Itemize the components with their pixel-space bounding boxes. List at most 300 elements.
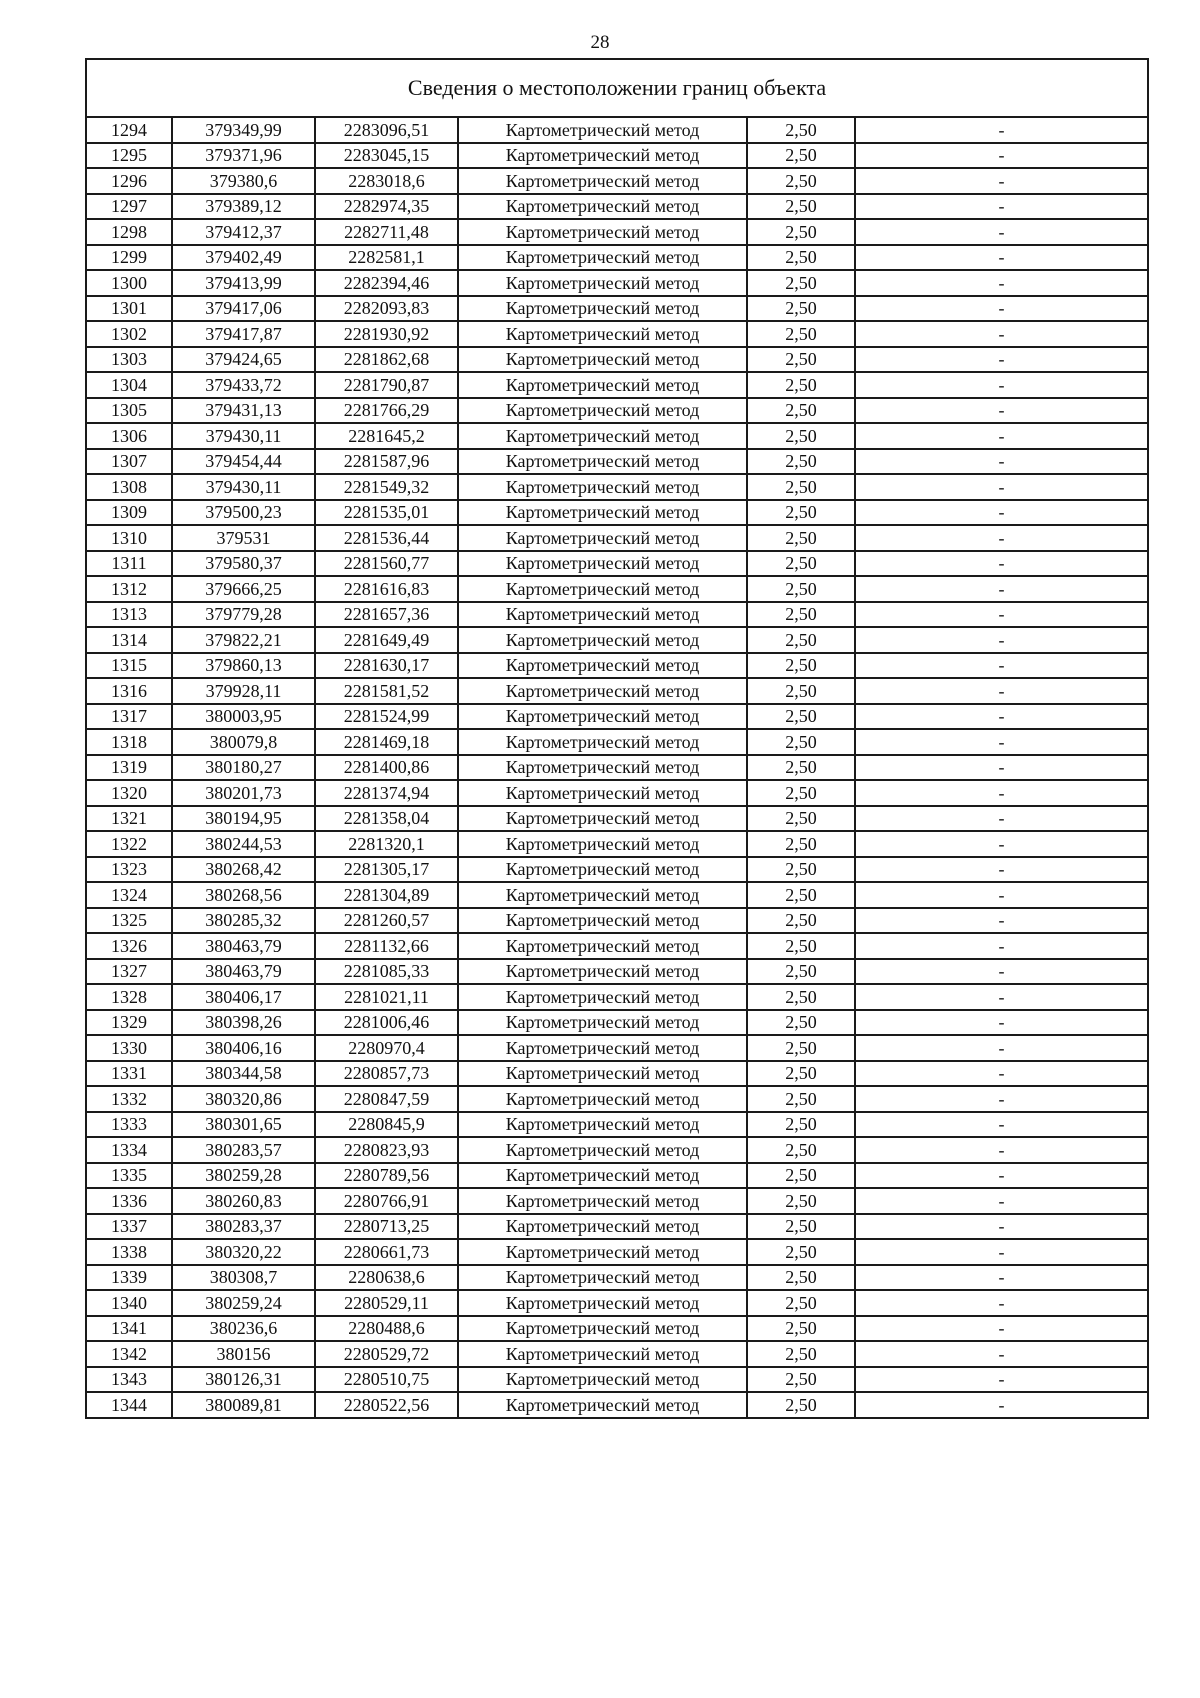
y-coordinate-cell: 2282394,46 <box>315 270 458 296</box>
method-cell: Картометрический метод <box>458 933 747 959</box>
precision-cell: 2,50 <box>747 678 855 704</box>
precision-cell: 2,50 <box>747 780 855 806</box>
y-coordinate-cell: 2282581,1 <box>315 245 458 271</box>
description-cell: - <box>855 194 1148 220</box>
table-row <box>86 806 1148 832</box>
table-row <box>86 474 1148 500</box>
method-cell: Картометрический метод <box>458 627 747 653</box>
description-cell: - <box>855 882 1148 908</box>
method-cell: Картометрический метод <box>458 117 747 143</box>
table-row <box>86 1086 1148 1112</box>
point-number-cell: 1306 <box>86 423 172 449</box>
y-coordinate-cell: 2280845,9 <box>315 1112 458 1138</box>
table-row <box>86 1061 1148 1087</box>
method-cell: Картометрический метод <box>458 857 747 883</box>
point-number-cell: 1315 <box>86 653 172 679</box>
x-coordinate-cell: 380180,27 <box>172 755 315 781</box>
table-row <box>86 1010 1148 1036</box>
x-coordinate-cell: 380406,16 <box>172 1035 315 1061</box>
description-cell: - <box>855 1265 1148 1291</box>
precision-cell: 2,50 <box>747 245 855 271</box>
method-cell: Картометрический метод <box>458 143 747 169</box>
precision-cell: 2,50 <box>747 959 855 985</box>
y-coordinate-cell: 2281766,29 <box>315 398 458 424</box>
description-cell: - <box>855 984 1148 1010</box>
method-cell: Картометрический метод <box>458 372 747 398</box>
precision-cell: 2,50 <box>747 1163 855 1189</box>
description-cell: - <box>855 1061 1148 1087</box>
table-row <box>86 704 1148 730</box>
precision-cell: 2,50 <box>747 321 855 347</box>
method-cell: Картометрический метод <box>458 347 747 373</box>
precision-cell: 2,50 <box>747 984 855 1010</box>
description-cell: - <box>855 831 1148 857</box>
y-coordinate-cell: 2280789,56 <box>315 1163 458 1189</box>
description-cell: - <box>855 551 1148 577</box>
table-row <box>86 1367 1148 1393</box>
method-cell: Картометрический метод <box>458 729 747 755</box>
description-cell: - <box>855 653 1148 679</box>
x-coordinate-cell: 380089,81 <box>172 1392 315 1418</box>
x-coordinate-cell: 380079,8 <box>172 729 315 755</box>
point-number-cell: 1298 <box>86 219 172 245</box>
precision-cell: 2,50 <box>747 729 855 755</box>
y-coordinate-cell: 2281616,83 <box>315 576 458 602</box>
table-row <box>86 1341 1148 1367</box>
method-cell: Картометрический метод <box>458 806 747 832</box>
point-number-cell: 1300 <box>86 270 172 296</box>
description-cell: - <box>855 398 1148 424</box>
point-number-cell: 1311 <box>86 551 172 577</box>
x-coordinate-cell: 380463,79 <box>172 933 315 959</box>
point-number-cell: 1344 <box>86 1392 172 1418</box>
description-cell: - <box>855 1341 1148 1367</box>
table-row <box>86 908 1148 934</box>
y-coordinate-cell: 2280522,56 <box>315 1392 458 1418</box>
method-cell: Картометрический метод <box>458 525 747 551</box>
x-coordinate-cell: 380285,32 <box>172 908 315 934</box>
x-coordinate-cell: 380236,6 <box>172 1316 315 1342</box>
y-coordinate-cell: 2281549,32 <box>315 474 458 500</box>
precision-cell: 2,50 <box>747 1214 855 1240</box>
point-number-cell: 1321 <box>86 806 172 832</box>
table-row <box>86 653 1148 679</box>
precision-cell: 2,50 <box>747 449 855 475</box>
description-cell: - <box>855 806 1148 832</box>
method-cell: Картометрический метод <box>458 576 747 602</box>
x-coordinate-cell: 379822,21 <box>172 627 315 653</box>
description-cell: - <box>855 1137 1148 1163</box>
description-cell: - <box>855 1112 1148 1138</box>
table-row <box>86 449 1148 475</box>
point-number-cell: 1312 <box>86 576 172 602</box>
description-cell: - <box>855 1086 1148 1112</box>
method-cell: Картометрический метод <box>458 1367 747 1393</box>
description-cell: - <box>855 500 1148 526</box>
point-number-cell: 1341 <box>86 1316 172 1342</box>
boundary-coordinates-table <box>85 58 1149 1419</box>
precision-cell: 2,50 <box>747 627 855 653</box>
y-coordinate-cell: 2282974,35 <box>315 194 458 220</box>
method-cell: Картометрический метод <box>458 321 747 347</box>
method-cell: Картометрический метод <box>458 1086 747 1112</box>
precision-cell: 2,50 <box>747 1316 855 1342</box>
description-cell: - <box>855 1316 1148 1342</box>
x-coordinate-cell: 379380,6 <box>172 168 315 194</box>
precision-cell: 2,50 <box>747 1035 855 1061</box>
x-coordinate-cell: 380320,86 <box>172 1086 315 1112</box>
x-coordinate-cell: 380259,28 <box>172 1163 315 1189</box>
description-cell: - <box>855 372 1148 398</box>
precision-cell: 2,50 <box>747 1239 855 1265</box>
table-row <box>86 1214 1148 1240</box>
table-row <box>86 602 1148 628</box>
precision-cell: 2,50 <box>747 831 855 857</box>
precision-cell: 2,50 <box>747 1137 855 1163</box>
method-cell: Картометрический метод <box>458 423 747 449</box>
point-number-cell: 1327 <box>86 959 172 985</box>
point-number-cell: 1324 <box>86 882 172 908</box>
precision-cell: 2,50 <box>747 1086 855 1112</box>
y-coordinate-cell: 2280661,73 <box>315 1239 458 1265</box>
method-cell: Картометрический метод <box>458 1137 747 1163</box>
table-row <box>86 780 1148 806</box>
method-cell: Картометрический метод <box>458 398 747 424</box>
method-cell: Картометрический метод <box>458 1341 747 1367</box>
description-cell: - <box>855 1239 1148 1265</box>
x-coordinate-cell: 380259,24 <box>172 1290 315 1316</box>
x-coordinate-cell: 380308,7 <box>172 1265 315 1291</box>
point-number-cell: 1338 <box>86 1239 172 1265</box>
method-cell: Картометрический метод <box>458 1188 747 1214</box>
point-number-cell: 1296 <box>86 168 172 194</box>
description-cell: - <box>855 1010 1148 1036</box>
point-number-cell: 1295 <box>86 143 172 169</box>
point-number-cell: 1326 <box>86 933 172 959</box>
precision-cell: 2,50 <box>747 1341 855 1367</box>
point-number-cell: 1328 <box>86 984 172 1010</box>
precision-cell: 2,50 <box>747 423 855 449</box>
precision-cell: 2,50 <box>747 474 855 500</box>
x-coordinate-cell: 379417,06 <box>172 296 315 322</box>
method-cell: Картометрический метод <box>458 1061 747 1087</box>
point-number-cell: 1330 <box>86 1035 172 1061</box>
x-coordinate-cell: 379424,65 <box>172 347 315 373</box>
point-number-cell: 1305 <box>86 398 172 424</box>
method-cell: Картометрический метод <box>458 474 747 500</box>
method-cell: Картометрический метод <box>458 704 747 730</box>
y-coordinate-cell: 2280970,4 <box>315 1035 458 1061</box>
table-row <box>86 321 1148 347</box>
description-cell: - <box>855 245 1148 271</box>
y-coordinate-cell: 2281374,94 <box>315 780 458 806</box>
description-cell: - <box>855 729 1148 755</box>
y-coordinate-cell: 2281930,92 <box>315 321 458 347</box>
x-coordinate-cell: 379402,49 <box>172 245 315 271</box>
table-row <box>86 143 1148 169</box>
x-coordinate-cell: 379454,44 <box>172 449 315 475</box>
y-coordinate-cell: 2283045,15 <box>315 143 458 169</box>
y-coordinate-cell: 2280488,6 <box>315 1316 458 1342</box>
point-number-cell: 1301 <box>86 296 172 322</box>
y-coordinate-cell: 2281630,17 <box>315 653 458 679</box>
y-coordinate-cell: 2281400,86 <box>315 755 458 781</box>
method-cell: Картометрический метод <box>458 168 747 194</box>
table-body <box>86 117 1148 1418</box>
table-title-row <box>86 59 1148 117</box>
point-number-cell: 1313 <box>86 602 172 628</box>
method-cell: Картометрический метод <box>458 1163 747 1189</box>
precision-cell: 2,50 <box>747 882 855 908</box>
table-row <box>86 551 1148 577</box>
table-row <box>86 1265 1148 1291</box>
table-row <box>86 194 1148 220</box>
table-row <box>86 755 1148 781</box>
precision-cell: 2,50 <box>747 500 855 526</box>
x-coordinate-cell: 380344,58 <box>172 1061 315 1087</box>
x-coordinate-cell: 379349,99 <box>172 117 315 143</box>
y-coordinate-cell: 2281649,49 <box>315 627 458 653</box>
table-row <box>86 1112 1148 1138</box>
point-number-cell: 1307 <box>86 449 172 475</box>
point-number-cell: 1322 <box>86 831 172 857</box>
table-row <box>86 117 1148 143</box>
x-coordinate-cell: 379417,87 <box>172 321 315 347</box>
y-coordinate-cell: 2282093,83 <box>315 296 458 322</box>
precision-cell: 2,50 <box>747 1112 855 1138</box>
x-coordinate-cell: 380201,73 <box>172 780 315 806</box>
table-row <box>86 219 1148 245</box>
method-cell: Картометрический метод <box>458 449 747 475</box>
table-row <box>86 423 1148 449</box>
table-row <box>86 525 1148 551</box>
method-cell: Картометрический метод <box>458 1316 747 1342</box>
method-cell: Картометрический метод <box>458 194 747 220</box>
description-cell: - <box>855 857 1148 883</box>
table-row <box>86 729 1148 755</box>
x-coordinate-cell: 379666,25 <box>172 576 315 602</box>
y-coordinate-cell: 2283018,6 <box>315 168 458 194</box>
point-number-cell: 1333 <box>86 1112 172 1138</box>
precision-cell: 2,50 <box>747 602 855 628</box>
table-row <box>86 245 1148 271</box>
table-row <box>86 398 1148 424</box>
method-cell: Картометрический метод <box>458 1214 747 1240</box>
point-number-cell: 1294 <box>86 117 172 143</box>
table-row <box>86 1392 1148 1418</box>
method-cell: Картометрический метод <box>458 984 747 1010</box>
table-row <box>86 933 1148 959</box>
y-coordinate-cell: 2281132,66 <box>315 933 458 959</box>
point-number-cell: 1310 <box>86 525 172 551</box>
y-coordinate-cell: 2281358,04 <box>315 806 458 832</box>
point-number-cell: 1342 <box>86 1341 172 1367</box>
description-cell: - <box>855 1392 1148 1418</box>
precision-cell: 2,50 <box>747 857 855 883</box>
y-coordinate-cell: 2282711,48 <box>315 219 458 245</box>
method-cell: Картометрический метод <box>458 1112 747 1138</box>
point-number-cell: 1304 <box>86 372 172 398</box>
method-cell: Картометрический метод <box>458 245 747 271</box>
description-cell: - <box>855 449 1148 475</box>
method-cell: Картометрический метод <box>458 908 747 934</box>
x-coordinate-cell: 379433,72 <box>172 372 315 398</box>
x-coordinate-cell: 380463,79 <box>172 959 315 985</box>
y-coordinate-cell: 2281560,77 <box>315 551 458 577</box>
y-coordinate-cell: 2281536,44 <box>315 525 458 551</box>
description-cell: - <box>855 423 1148 449</box>
y-coordinate-cell: 2281535,01 <box>315 500 458 526</box>
table-row <box>86 831 1148 857</box>
method-cell: Картометрический метод <box>458 959 747 985</box>
description-cell: - <box>855 602 1148 628</box>
description-cell: - <box>855 576 1148 602</box>
table-row <box>86 678 1148 704</box>
point-number-cell: 1314 <box>86 627 172 653</box>
precision-cell: 2,50 <box>747 1290 855 1316</box>
x-coordinate-cell: 379860,13 <box>172 653 315 679</box>
precision-cell: 2,50 <box>747 398 855 424</box>
table-row <box>86 1035 1148 1061</box>
description-cell: - <box>855 780 1148 806</box>
x-coordinate-cell: 380126,31 <box>172 1367 315 1393</box>
x-coordinate-cell: 380398,26 <box>172 1010 315 1036</box>
x-coordinate-cell: 380283,37 <box>172 1214 315 1240</box>
point-number-cell: 1343 <box>86 1367 172 1393</box>
point-number-cell: 1335 <box>86 1163 172 1189</box>
x-coordinate-cell: 380260,83 <box>172 1188 315 1214</box>
description-cell: - <box>855 1163 1148 1189</box>
precision-cell: 2,50 <box>747 704 855 730</box>
method-cell: Картометрический метод <box>458 755 747 781</box>
point-number-cell: 1331 <box>86 1061 172 1087</box>
description-cell: - <box>855 959 1148 985</box>
table-row <box>86 576 1148 602</box>
description-cell: - <box>855 1035 1148 1061</box>
x-coordinate-cell: 380406,17 <box>172 984 315 1010</box>
description-cell: - <box>855 219 1148 245</box>
description-cell: - <box>855 1214 1148 1240</box>
table-row <box>86 959 1148 985</box>
point-number-cell: 1323 <box>86 857 172 883</box>
y-coordinate-cell: 2280529,11 <box>315 1290 458 1316</box>
description-cell: - <box>855 347 1148 373</box>
precision-cell: 2,50 <box>747 347 855 373</box>
table-row <box>86 1137 1148 1163</box>
page-number: 28 <box>590 32 610 53</box>
description-cell: - <box>855 933 1148 959</box>
x-coordinate-cell: 380268,56 <box>172 882 315 908</box>
description-cell: - <box>855 270 1148 296</box>
point-number-cell: 1336 <box>86 1188 172 1214</box>
precision-cell: 2,50 <box>747 551 855 577</box>
method-cell: Картометрический метод <box>458 551 747 577</box>
x-coordinate-cell: 379430,11 <box>172 474 315 500</box>
table-row <box>86 1290 1148 1316</box>
y-coordinate-cell: 2281524,99 <box>315 704 458 730</box>
x-coordinate-cell: 380194,95 <box>172 806 315 832</box>
precision-cell: 2,50 <box>747 933 855 959</box>
precision-cell: 2,50 <box>747 1061 855 1087</box>
x-coordinate-cell: 380320,22 <box>172 1239 315 1265</box>
point-number-cell: 1309 <box>86 500 172 526</box>
y-coordinate-cell: 2281320,1 <box>315 831 458 857</box>
description-cell: - <box>855 908 1148 934</box>
method-cell: Картометрический метод <box>458 831 747 857</box>
point-number-cell: 1319 <box>86 755 172 781</box>
precision-cell: 2,50 <box>747 194 855 220</box>
x-coordinate-cell: 379371,96 <box>172 143 315 169</box>
y-coordinate-cell: 2281587,96 <box>315 449 458 475</box>
method-cell: Картометрический метод <box>458 1392 747 1418</box>
table-title: Сведения о местоположении границ объекта <box>86 59 1148 117</box>
method-cell: Картометрический метод <box>458 500 747 526</box>
precision-cell: 2,50 <box>747 1010 855 1036</box>
point-number-cell: 1308 <box>86 474 172 500</box>
y-coordinate-cell: 2283096,51 <box>315 117 458 143</box>
description-cell: - <box>855 525 1148 551</box>
y-coordinate-cell: 2281645,2 <box>315 423 458 449</box>
table-row <box>86 500 1148 526</box>
precision-cell: 2,50 <box>747 806 855 832</box>
point-number-cell: 1320 <box>86 780 172 806</box>
x-coordinate-cell: 379928,11 <box>172 678 315 704</box>
point-number-cell: 1339 <box>86 1265 172 1291</box>
description-cell: - <box>855 1367 1148 1393</box>
y-coordinate-cell: 2280638,6 <box>315 1265 458 1291</box>
description-cell: - <box>855 143 1148 169</box>
x-coordinate-cell: 379412,37 <box>172 219 315 245</box>
table-row <box>86 1163 1148 1189</box>
description-cell: - <box>855 168 1148 194</box>
y-coordinate-cell: 2281304,89 <box>315 882 458 908</box>
x-coordinate-cell: 379500,23 <box>172 500 315 526</box>
x-coordinate-cell: 379430,11 <box>172 423 315 449</box>
precision-cell: 2,50 <box>747 653 855 679</box>
method-cell: Картометрический метод <box>458 1265 747 1291</box>
description-cell: - <box>855 1188 1148 1214</box>
x-coordinate-cell: 380268,42 <box>172 857 315 883</box>
method-cell: Картометрический метод <box>458 270 747 296</box>
method-cell: Картометрический метод <box>458 678 747 704</box>
precision-cell: 2,50 <box>747 270 855 296</box>
table-row <box>86 627 1148 653</box>
y-coordinate-cell: 2281657,36 <box>315 602 458 628</box>
table-row <box>86 984 1148 1010</box>
method-cell: Картометрический метод <box>458 602 747 628</box>
y-coordinate-cell: 2280713,25 <box>315 1214 458 1240</box>
method-cell: Картометрический метод <box>458 296 747 322</box>
precision-cell: 2,50 <box>747 168 855 194</box>
y-coordinate-cell: 2280847,59 <box>315 1086 458 1112</box>
x-coordinate-cell: 380156 <box>172 1341 315 1367</box>
x-coordinate-cell: 380003,95 <box>172 704 315 730</box>
precision-cell: 2,50 <box>747 1188 855 1214</box>
precision-cell: 2,50 <box>747 1265 855 1291</box>
point-number-cell: 1316 <box>86 678 172 704</box>
x-coordinate-cell: 379779,28 <box>172 602 315 628</box>
y-coordinate-cell: 2280766,91 <box>315 1188 458 1214</box>
x-coordinate-cell: 380301,65 <box>172 1112 315 1138</box>
method-cell: Картометрический метод <box>458 219 747 245</box>
table-row <box>86 347 1148 373</box>
y-coordinate-cell: 2281021,11 <box>315 984 458 1010</box>
table-row <box>86 1316 1148 1342</box>
y-coordinate-cell: 2280529,72 <box>315 1341 458 1367</box>
precision-cell: 2,50 <box>747 296 855 322</box>
y-coordinate-cell: 2280823,93 <box>315 1137 458 1163</box>
y-coordinate-cell: 2281260,57 <box>315 908 458 934</box>
